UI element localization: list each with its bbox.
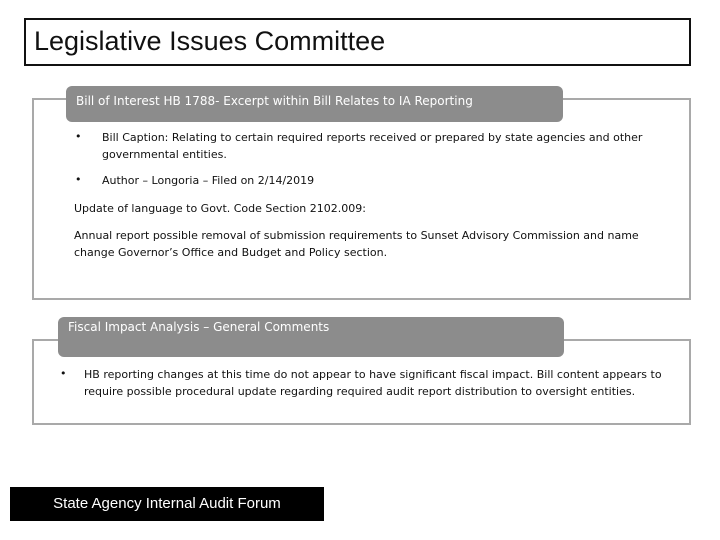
bill-caption-item: Bill Caption: Relating to certain required reports received or prepared by state agencies and other governmental entities. bbox=[102, 131, 643, 161]
bullet-marker: • bbox=[75, 130, 82, 143]
footer-banner: State Agency Internal Audit Forum bbox=[10, 487, 324, 521]
annual-report-text: Annual report possible removal of submission requirements to Sunset Advisory Commission and name change Governor’s Office and Budget and Policy section. bbox=[74, 229, 639, 259]
fiscal-impact-item: HB reporting changes at this time do not appear to have significant fiscal impact. Bill content appears to require possible procedural update regarding required audit report distribution to oversight entities. bbox=[84, 368, 662, 398]
title-box bbox=[24, 18, 691, 66]
page-title: Legislative Issues Committee bbox=[34, 26, 386, 56]
bullet-marker: • bbox=[60, 367, 67, 380]
bill-of-interest-header: Bill of Interest HB 1788- Excerpt within Bill Relates to IA Reporting bbox=[66, 86, 563, 122]
fiscal-impact-header: Fiscal Impact Analysis – General Comments bbox=[58, 317, 564, 357]
update-language-text: Update of language to Govt. Code Section 2102.009: bbox=[74, 202, 366, 215]
author-item: Author – Longoria – Filed on 2/14/2019 bbox=[102, 174, 315, 187]
bullet-marker: • bbox=[75, 173, 82, 186]
